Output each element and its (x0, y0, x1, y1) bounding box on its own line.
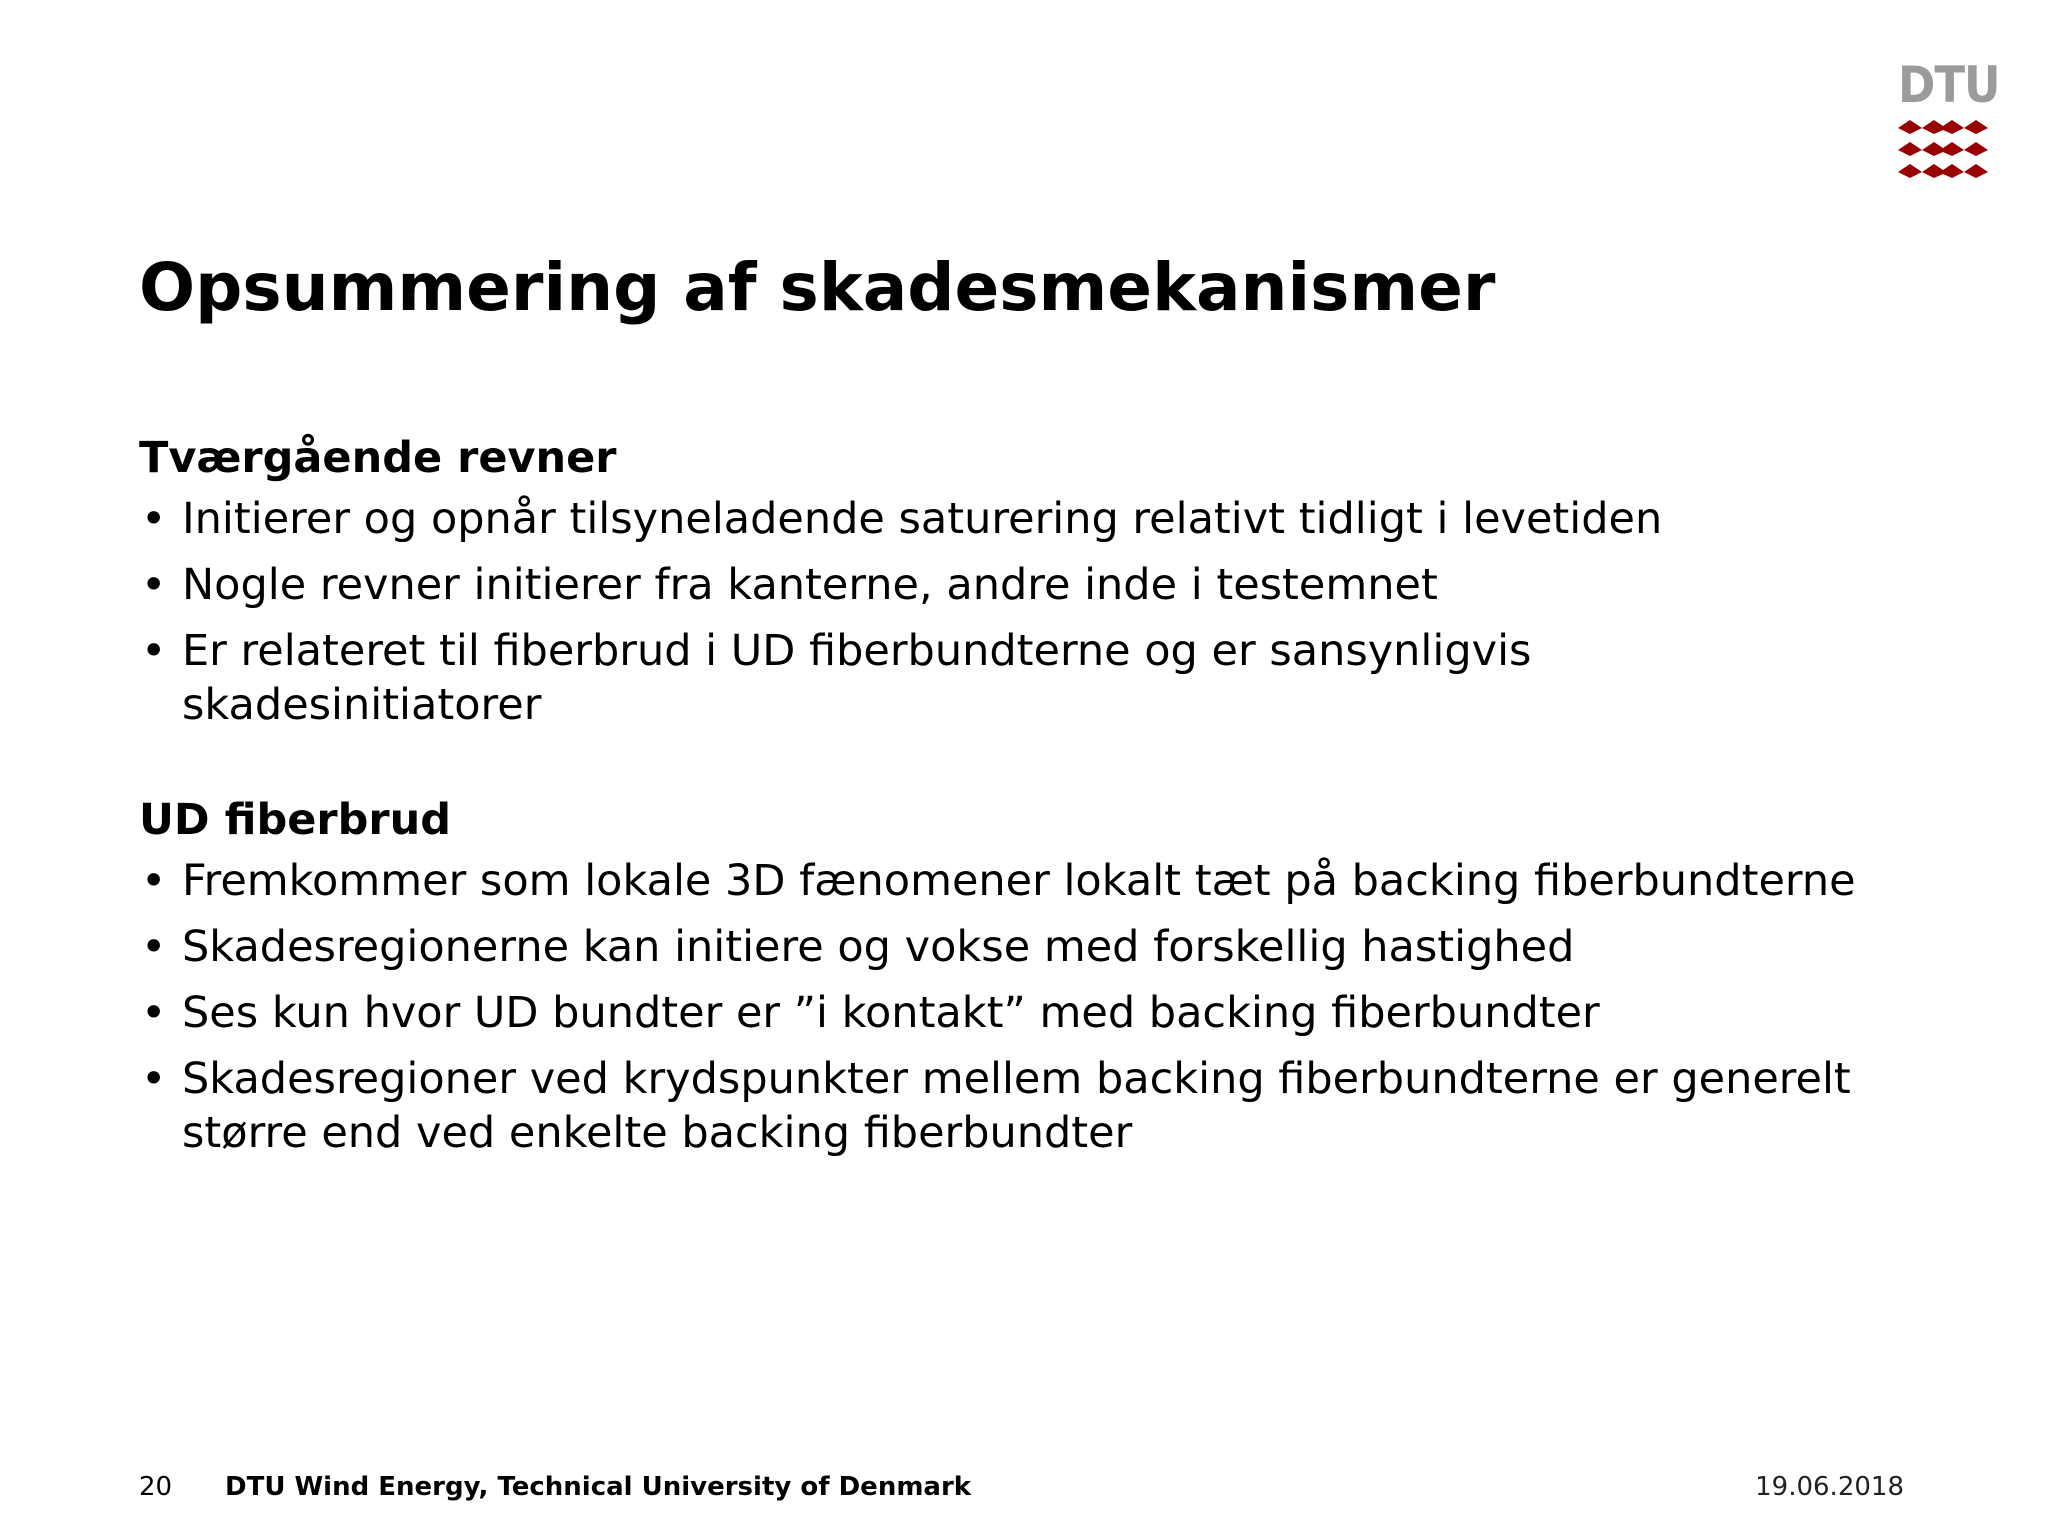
bullet-item: • Initierer og opnår tilsyneladende saturering relativt tidligt i levetiden (139, 492, 1859, 546)
dtu-emblem-icon (1898, 118, 1988, 188)
bullet-item: • Skadesregioner ved krydspunkter mellem backing fiberbundterne er generelt større end ved enkelte backing fiberbundter (139, 1052, 1859, 1160)
section-heading: Tværgående revner (139, 433, 617, 483)
bullet-item: • Skadesregionerne kan initiere og vokse med forskellig hastighed (139, 920, 1859, 974)
section-transverse-cracks (139, 430, 1859, 732)
dtu-logo-text: DTU (1898, 56, 2000, 114)
dtu-logo (1898, 56, 2000, 190)
footer-organization: DTU Wind Energy, Technical University of Denmark (225, 1472, 972, 1502)
slide-title: Opsummering af skadesmekanismer (139, 249, 1496, 326)
section-heading: UD fiberbrud (139, 795, 451, 845)
bullet-list (139, 492, 1859, 732)
page-number: 20 (139, 1472, 173, 1502)
bullet-item: • Nogle revner initierer fra kanterne, andre inde i testemnet (139, 558, 1859, 612)
bullet-item: • Er relateret til fiberbrud i UD fiberbundterne og er sansynligvis skadesinitiatorer (139, 624, 1859, 732)
bullet-item: • Ses kun hvor UD bundter er ”i kontakt” med backing fiberbundter (139, 986, 1859, 1040)
footer-date: 19.06.2018 (1755, 1472, 1904, 1502)
slide-content (139, 430, 1859, 1220)
bullet-item: • Fremkommer som lokale 3D fænomener lokalt tæt på backing fiberbundterne (139, 854, 1859, 908)
bullet-list (139, 854, 1859, 1160)
section-ud-fiber-breaks (139, 792, 1859, 1160)
